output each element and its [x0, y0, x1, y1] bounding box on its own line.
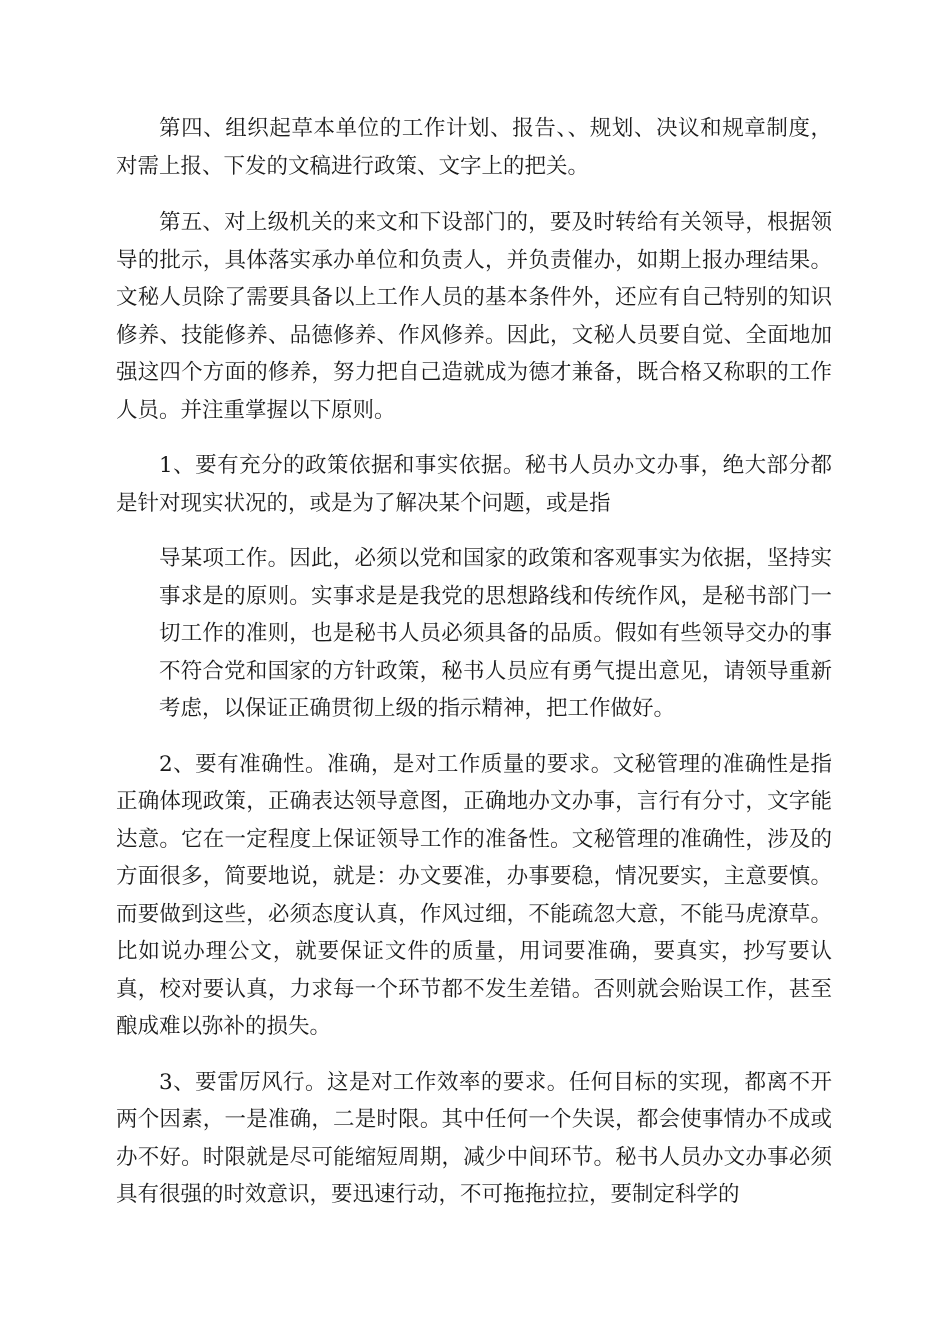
- paragraph-principle-1: 1、要有充分的政策依据和事实依据。秘书人员办文办事，绝大部分都是针对现实状况的，或是为了解决某个问题，或是指: [116, 453, 832, 516]
- paragraph-principle-1-continued: 导某项工作。因此，必须以党和国家的政策和客观事实为依据，坚持实事求是的原则。实事求是是我党的思想路线和传统作风，是秘书部门一切工作的准则，也是秘书人员必须具备的品质。假如有些领导交办的事不符合党和国家的方针政策，秘书人员应有勇气提出意见，请领导重新考虑，以保证正确贯彻上级的指示精神，把工作做好。: [159, 546, 832, 721]
- paragraph-fourth-duty: 第四、组织起草本单位的工作计划、报告、、规划、决议和规章制度，对需上报、下发的文稿进行政策、文字上的把关。: [116, 116, 832, 179]
- paragraph-principle-3: 3、要雷厉风行。这是对工作效率的要求。任何目标的实现，都离不开两个因素，一是准确，二是时限。其中任何一个失误，都会使事情办不成或办不好。时限就是尽可能缩短周期，减少中间环节。秘书人员办文办事必须具有很强的时效意识，要迅速行动，不可拖拖拉拉，要制定科学的: [116, 1069, 832, 1207]
- paragraph-fifth-duty: 第五、对上级机关的来文和下设部门的，要及时转给有关领导，根据领导的批示，具体落实承办单位和负责人，并负责催办，如期上报办理结果。文秘人员除了需要具备以上工作人员的基本条件外，还应有自己特别的知识修养、技能修养、品德修养、作风修养。因此，文秘人员要自觉、全面地加强这四个方面的修养，努力把自己造就成为德才兼备，既合格又称职的工作人员。并注重掌握以下原则。: [116, 210, 832, 423]
- document-body: [116, 110, 832, 1214]
- paragraph-principle-2: 2、要有准确性。准确，是对工作质量的要求。文秘管理的准确性是指正确体现政策，正确表达领导意图，正确地办文办事，言行有分寸，文字能达意。它在一定程度上保证领导工作的准备性。文秘管理的准确性，涉及的方面很多，简要地说，就是：办文要准，办事要稳，情况要实，主意要慎。而要做到这些，必须态度认真，作风过细，不能疏忽大意，不能马虎潦草。比如说办理公文，就要保证文件的质量，用词要准确，要真实，抄写要认真，校对要认真，力求每一个环节都不发生差错。否则就会贻误工作，甚至酿成难以弥补的损失。: [116, 751, 832, 1039]
